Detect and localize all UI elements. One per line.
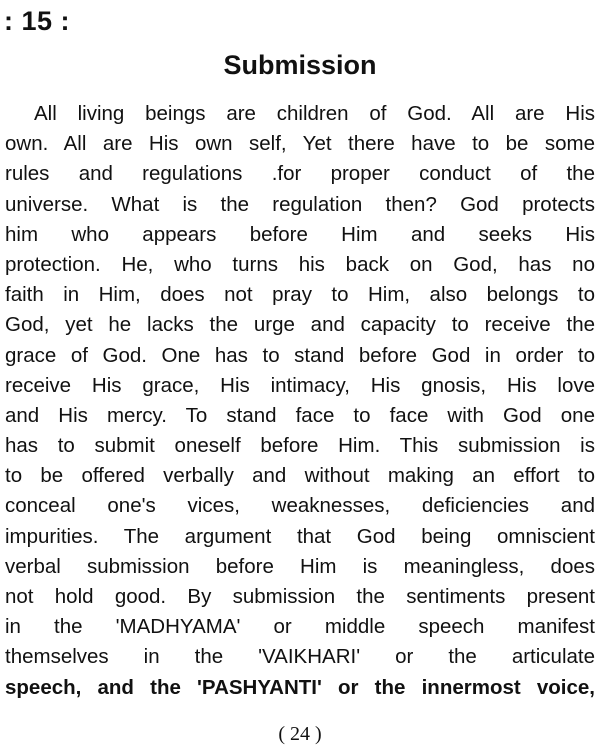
paragraph-line: themselves in the 'VAIKHARI' or the articulate — [5, 645, 595, 669]
paragraph-line: not hold good. By submission the sentiments present — [5, 585, 595, 608]
paragraph-line: and His mercy. To stand face to face with God one — [5, 403, 595, 427]
paragraph-line: grace of God. One has to stand before God in order to — [5, 343, 595, 367]
body-paragraph — [5, 99, 595, 703]
paragraph-line: faith in Him, does not pray to Him, also belongs to — [5, 283, 595, 307]
paragraph-line: universe. What is the regulation then? God protects — [5, 192, 595, 216]
paragraph-line: rules and regulations .for proper conduct of the — [5, 162, 595, 186]
paragraph-line: him who appears before Him and seeks His — [5, 222, 595, 246]
page-number: ( 24 ) — [278, 723, 322, 745]
chapter-number: : 15 : — [4, 6, 71, 36]
paragraph-line: has to submit oneself before Him. This submission is — [5, 434, 595, 458]
paragraph-line: receive His grace, His intimacy, His gnosis, His love — [5, 373, 595, 397]
paragraph-line: own. All are His own self, Yet there have to be some — [5, 132, 595, 156]
chapter-title: Submission — [223, 50, 377, 80]
paragraph-line: conceal one's vices, weaknesses, deficiencies and — [5, 494, 595, 518]
paragraph-line: verbal submission before Him is meaningless, does — [5, 554, 595, 578]
paragraph-line: protection. He, who turns his back on God, has no — [5, 252, 595, 276]
paragraph-line: impurities. The argument that God being omniscient — [5, 524, 595, 548]
paragraph-line: speech, and the 'PASHYANTI' or the innermost voice, — [5, 675, 595, 699]
paragraph-line: to be offered verbally and without making an effort to — [5, 464, 595, 488]
paragraph-line: God, yet he lacks the urge and capacity to receive the — [5, 313, 595, 337]
paragraph-line: All living beings are children of God. All are His — [34, 102, 595, 125]
paragraph-line: in the 'MADHYAMA' or middle speech manifest — [5, 615, 595, 639]
